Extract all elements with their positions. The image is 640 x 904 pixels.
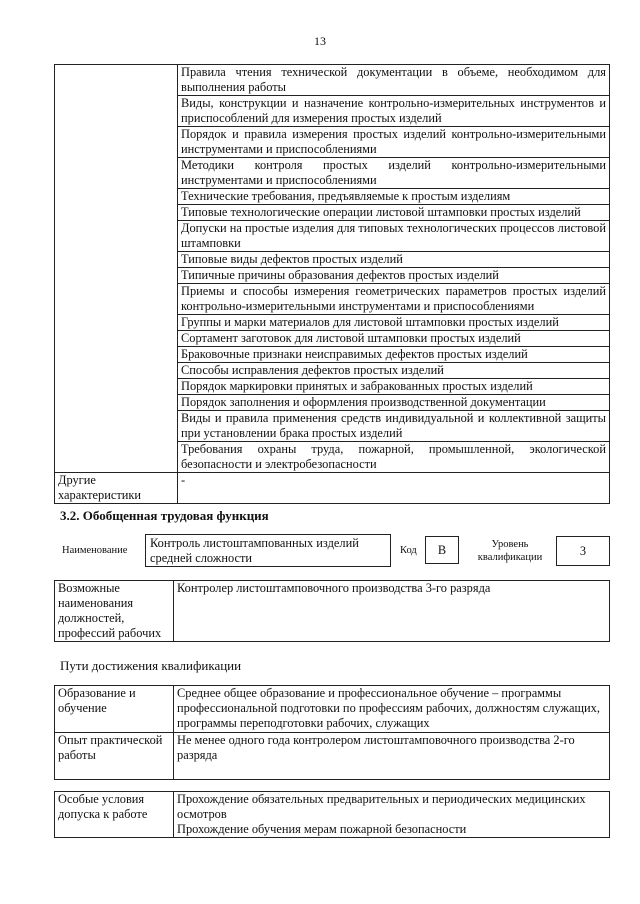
knowledge-item: Требования охраны труда, пожарной, промышленной, экологической безопасности и электробезопасности — [178, 442, 610, 473]
qualification-table — [54, 685, 610, 780]
table-row — [55, 733, 610, 780]
table-row — [55, 792, 610, 838]
knowledge-item: Порядок заполнения и оформления производственной документации — [178, 395, 610, 411]
knowledge-item: Сортамент заготовок для листовой штамповки простых изделий — [178, 331, 610, 347]
level-value: 3 — [556, 536, 610, 566]
knowledge-item: Правила чтения технической документации в объеме, необходимом для выполнения работы — [178, 65, 610, 96]
knowledge-item: Браковочные признаки неисправимых дефектов простых изделий — [178, 347, 610, 363]
knowledge-item: Группы и марки материалов для листовой штамповки простых изделий — [178, 315, 610, 331]
page-number: 13 — [314, 34, 326, 48]
experience-label: Опыт практической работы — [55, 733, 174, 780]
table-row — [55, 65, 610, 96]
knowledge-item: Порядок и правила измерения простых изделий контрольно-измерительными инструментами и приспособлениями — [178, 127, 610, 158]
conditions-value — [174, 792, 610, 838]
knowledge-item: Порядок маркировки принятых и забракованных простых изделий — [178, 379, 610, 395]
knowledge-table — [54, 64, 610, 504]
knowledge-item: Приемы и способы измерения геометрических параметров простых изделий контрольно-измерительными инструментами и приспособлениями — [178, 284, 610, 315]
knowledge-item: Виды, конструкции и назначение контрольно-измерительных инструментов и приспособлений для измерения простых изделий — [178, 96, 610, 127]
knowledge-item: Типичные причины образования дефектов простых изделий — [178, 268, 610, 284]
conditions-label: Особые условия допуска к работе — [55, 792, 174, 838]
section-title: 3.2. Обобщенная трудовая функция — [60, 508, 269, 523]
table-row — [55, 581, 610, 642]
name-value: Контроль листоштампованных изделий средней сложности — [145, 534, 391, 567]
experience-value: Не менее одного года контролером листоштамповочного производства 2-го разряда — [174, 733, 610, 780]
paths-title: Пути достижения квалификации — [60, 658, 242, 673]
conditions-table — [54, 791, 610, 838]
knowledge-item: Виды и правила применения средств индивидуальной и коллективной защиты при установлении брака простых изделий — [178, 411, 610, 442]
knowledge-item: Методики контроля простых изделий контрольно-измерительными инструментами и приспособлениями — [178, 158, 610, 189]
positions-label: Возможные наименования должностей, профессий рабочих — [55, 581, 174, 642]
knowledge-item: Допуски на простые изделия для типовых технологических процессов листовой штамповки — [178, 221, 610, 252]
knowledge-table-body — [55, 65, 610, 504]
knowledge-label-cell — [55, 65, 178, 473]
positions-table — [54, 580, 610, 642]
other-value: - — [178, 473, 610, 504]
knowledge-item: Типовые технологические операции листовой штамповки простых изделий — [178, 205, 610, 221]
table-row — [55, 473, 610, 504]
education-value: Среднее общее образование и профессиональное обучение – программы профессиональной подготовки по профессиям рабочих, должностям служащих, программы переподготовки рабочих, служащих — [174, 686, 610, 733]
other-label: Другие характеристики — [55, 473, 178, 504]
knowledge-item: Типовые виды дефектов простых изделий — [178, 252, 610, 268]
code-value: В — [425, 536, 459, 564]
name-label: Наименование — [62, 545, 128, 556]
knowledge-item: Технические требования, предъявляемые к простым изделиям — [178, 189, 610, 205]
knowledge-item: Способы исправления дефектов простых изделий — [178, 363, 610, 379]
conditions-item: Прохождение обязательных предварительных и периодических медицинских осмотров — [177, 792, 586, 821]
level-label: Уровень квалификации — [477, 539, 543, 563]
education-label: Образование и обучение — [55, 686, 174, 733]
positions-value: Контролер листоштамповочного производства 3-го разряда — [174, 581, 610, 642]
conditions-item: Прохождение обучения мерам пожарной безопасности — [177, 822, 467, 836]
code-label: Код — [400, 545, 417, 556]
table-row — [55, 686, 610, 733]
